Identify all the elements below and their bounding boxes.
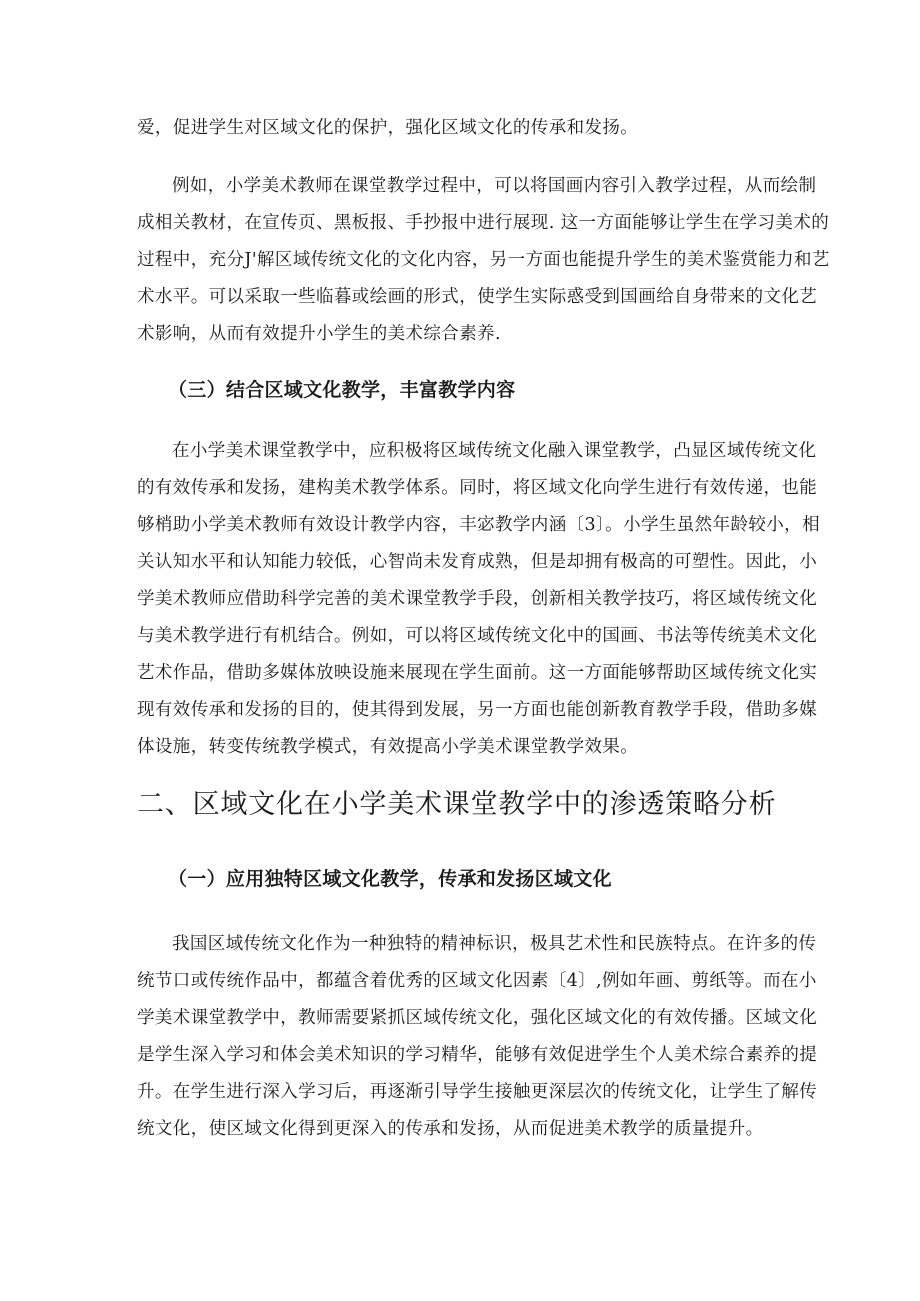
paragraph-line: 的有效传承和发扬，建构美术教学体系。同时，将区域文化向学生进行有效传递，也能: [137, 478, 818, 498]
paragraph-line: 术水平。可以采取一些临暮或绘画的形式，使学生实际惑受到国画给自身带来的文化艺: [137, 287, 818, 307]
paragraph-line: 够梢助小学美术教师有效设计教学内容，丰宓教学内涵〔3〕。小学生虽然年龄较小，相: [137, 515, 820, 535]
paragraph-line: 艺术作品，借助多媒体放映设施来展现在学生面前。这一方面能够帮助区域传统文化实: [137, 663, 818, 683]
section-heading-three: （三）结合区域文化教学，丰富教学内容: [168, 379, 516, 401]
paragraph-line: 现有效传承和发扬的目的，使其得到发展，另一方面也能创新教育教学手段，借助多媒: [137, 700, 818, 720]
paragraph-line: 统节口或传统作品中，都蕴含着优秀的区域文化因素〔4〕,例如年画、剪纸等。而在小: [137, 971, 817, 991]
paragraph-line: 统文化，使区域文化得到更深入的传承和发扬，从而促进美术教学的质量提升。: [137, 1119, 764, 1139]
paragraph-line: 与美术教学进行有机结合。例如，可以将区域传统文化中的国画、书法等传统美术文化: [137, 626, 818, 646]
paragraph-line: 爱，促进学生对区域文化的保护，强化区域文化的传承和发扬。: [137, 118, 639, 138]
paragraph-line: 体设施，转变传统教学模式，有效提高小学美术课堂教学效果。: [137, 737, 639, 757]
paragraph-line: 成相关教材，在宣传页、黑板报、手抄报中进行展现. 这一方面能够让学生在学习美术的: [137, 213, 830, 233]
paragraph-line: 升。在学生进行深入学习后，再逐渐引导学生接触更深层次的传统文化，让学生了解传: [137, 1082, 818, 1102]
paragraph-line: 例如，小学美术教师在课堂教学过程中，可以将国画内容引入教学过程，从而绘制: [172, 176, 817, 196]
paragraph-line: 学美术教师应借助科学完善的美术课堂教学手段，创新相关教学技巧，将区域传统文化: [137, 589, 818, 609]
section-heading-one: （一）应用独特区域文化教学，传承和发扬区域文化: [168, 868, 612, 890]
paragraph-line: 在小学美术课堂教学中，应积极将区域传统文化融入课堂教学，凸显区域传统文化: [172, 441, 817, 461]
paragraph-line: 学美术课堂教学中，教师需要紧抓区域传统文化，强化区域文化的有效传播。区域文化: [137, 1008, 818, 1028]
section-heading-two: 二、区域文化在小学美术课堂教学中的渗透策略分析: [137, 789, 777, 820]
paragraph-line: 过程中，充分J'解区域传统文化的文化内容，另一方面也能提升学生的美术鉴赏能力和艺: [137, 250, 830, 270]
paragraph-line: 我国区域传统文化作为一种独特的精神标识，极具艺术性和民族特点。在许多的传: [172, 934, 817, 954]
paragraph-line: 关认知水平和认知能力较低，心智尚未发育成熟，但是却拥有极高的可塑性。因此，小: [137, 552, 818, 572]
paragraph-line: 是学生深入学习和体会美术知识的学习精华，能够有效促进学生个人美术综合素养的提: [137, 1045, 818, 1065]
paragraph-line: 术影响，从而有效提升小学生的美术综合素养.: [137, 324, 501, 344]
